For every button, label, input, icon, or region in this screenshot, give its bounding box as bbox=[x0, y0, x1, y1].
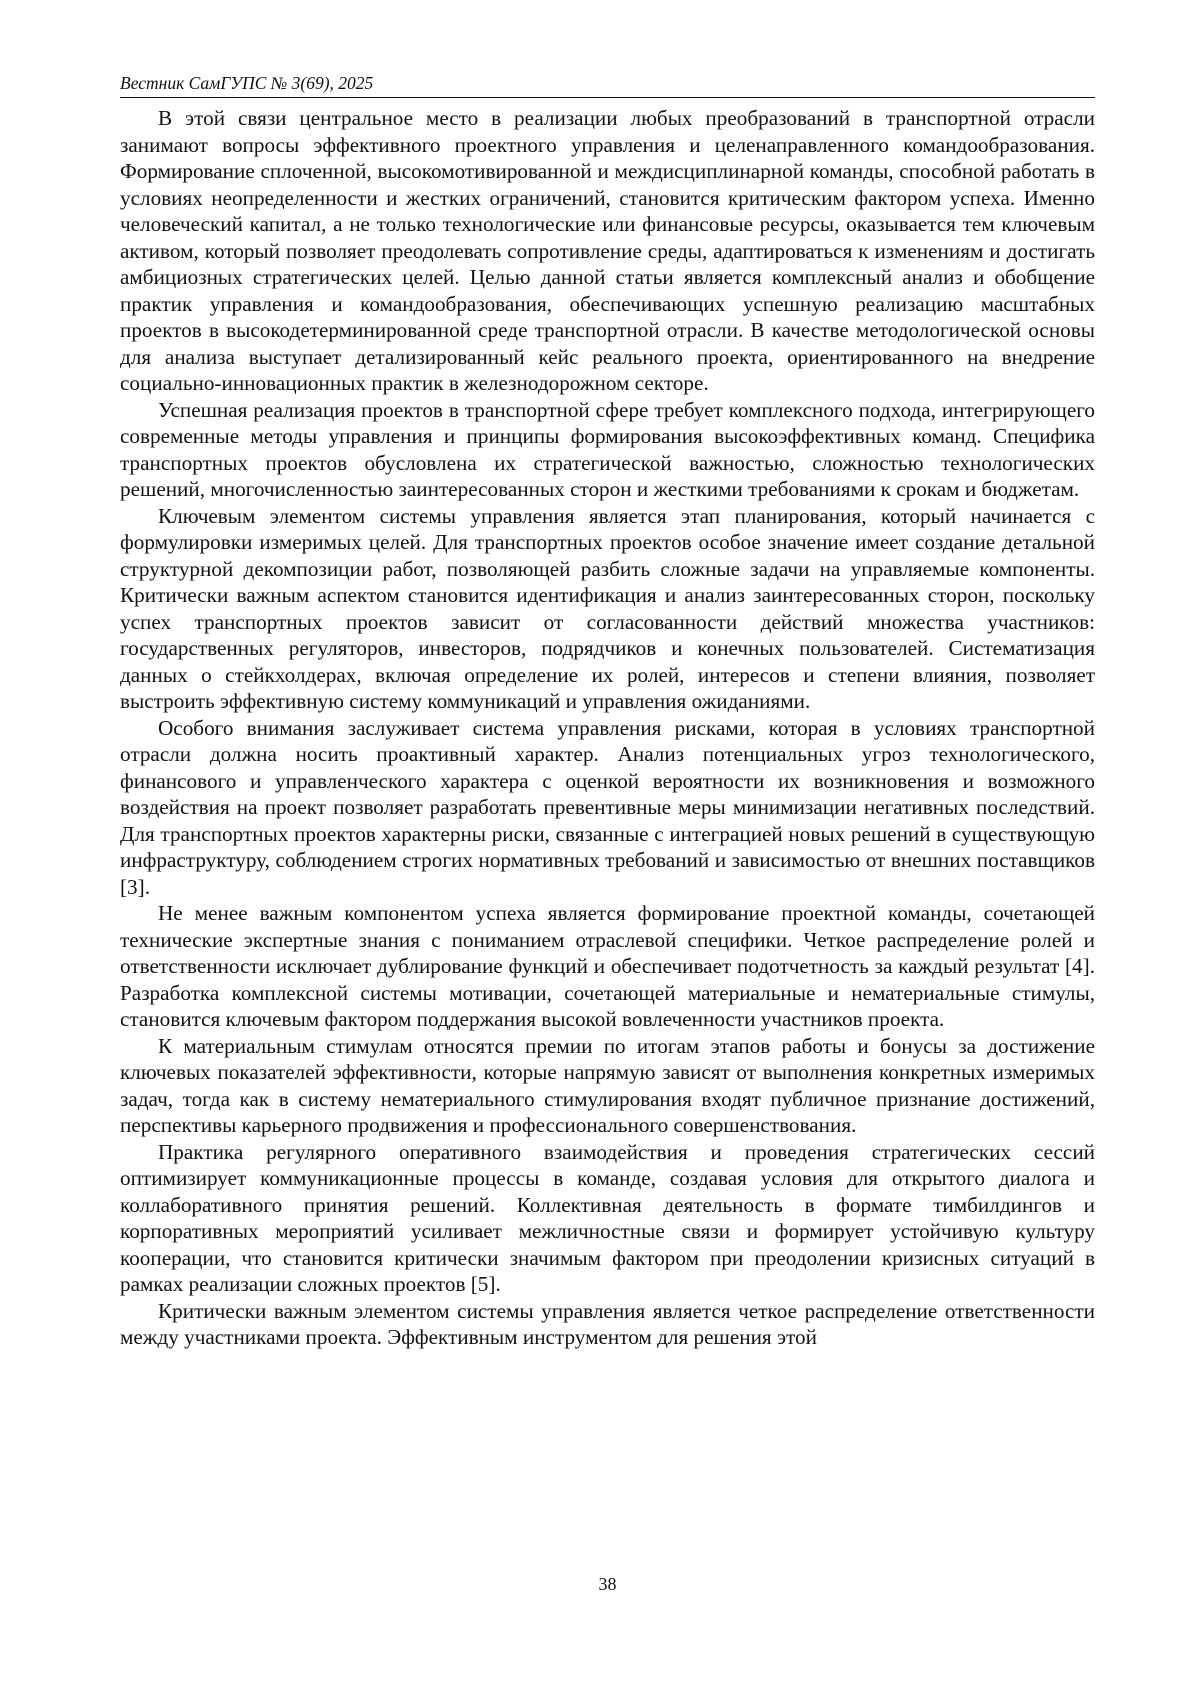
journal-title: Вестник СамГУПС № 3(69), 2025 bbox=[120, 73, 374, 93]
running-head bbox=[120, 72, 1095, 98]
paragraph-4: Особого внимания заслуживает система управления рисками, которая в условиях транспортной отрасли должна носить проактивный характер. Анализ потенциальных угроз технологического, финансового и управленческого характера с оценкой вероятности их возникновения и возможного воздействия на проект позволяет разработать превентивные меры минимизации негативных последствий. Для транспортных проектов характерны риски, связанные с интеграцией новых решений в существующую инфраструктуру, соблюдением строгих нормативных требований и зависимостью от внешних поставщиков [3]. bbox=[120, 715, 1095, 899]
paragraph-8: Критически важным элементом системы управления является четкое распределение ответственности между участниками проекта. Эффективным инструментом для решения этой bbox=[120, 1298, 1095, 1349]
paragraph-5: Не менее важным компонентом успеха является формирование проектной команды, сочетающей технические экспертные знания с пониманием отраслевой специфики. Четкое распределение ролей и ответственности исключает дублирование функций и обеспечивает подотчетность за каждый результат [4]. Разработка комплексной системы мотивации, сочетающей материальные и нематериальные стимулы, становится ключевым фактором поддержания высокой вовлеченности участников проекта. bbox=[120, 901, 1095, 1031]
paragraph-6: К материальным стимулам относятся премии по итогам этапов работы и бонусы за достижение ключевых показателей эффективности, которые напрямую зависят от выполнения конкретных измеримых задач, тогда как в систему нематериального стимулирования входят публичное признание достижений, перспективы карьерного продвижения и профессионального совершенствования. bbox=[120, 1033, 1095, 1137]
page-number: 38 bbox=[598, 1574, 617, 1594]
paragraph-7: Практика регулярного оперативного взаимодействия и проведения стратегических сессий оптимизирует коммуникационные процессы в команде, создавая условия для открытого диалога и коллаборативного принятия решений. Коллективная деятельность в формате тимбилдингов и корпоративных мероприятий усиливает межличностные связи и формирует устойчивую культуру кооперации, что становится критически значимым фактором при преодолении кризисных ситуаций в рамках реализации сложных проектов [5]. bbox=[120, 1139, 1095, 1296]
paragraph-1: В этой связи центральное место в реализации любых преобразований в транспортной отрасли занимают вопросы эффективного проектного управления и целенаправленного командообразования. Формирование сплоченной, высокомотивированной и междисциплинарной команды, способной работать в условиях неопределенности и жестких ограничений, становится критическим фактором успеха. Именно человеческий капитал, а не только технологические или финансовые ресурсы, оказывается тем ключевым активом, который позволяет преодолевать сопротивление среды, адаптироваться к изменениям и достигать амбициозных стратегических целей. Целью данной статьи является комплексный анализ и обобщение практик управления и командообразования, обеспечивающих успешную реализацию масштабных проектов в высокодетерминированной среде транспортной отрасли. В качестве методологической основы для анализа выступает детализированный кейс реального проекта, ориентированного на внедрение социально-инновационных практик в железнодорожном секторе. bbox=[120, 106, 1095, 395]
article-body bbox=[120, 105, 1095, 1555]
paragraph-2: Успешная реализация проектов в транспортной сфере требует комплексного подхода, интегрирующего современные методы управления и принципы формирования высокоэффективных команд. Специфика транспортных проектов обусловлена их стратегической важностью, сложностью технологических решений, многочисленностью заинтересованных сторон и жесткими требованиями к срокам и бюджетам. bbox=[120, 397, 1095, 501]
paragraph-3: Ключевым элементом системы управления является этап планирования, который начинается с формулировки измеримых целей. Для транспортных проектов особое значение имеет создание детальной структурной декомпозиции работ, позволяющей разбить сложные задачи на управляемые компоненты. Критически важным аспектом становится идентификация и анализ заинтересованных сторон, поскольку успех транспортных проектов зависит от согласованности действий множества участников: государственных регуляторов, инвесторов, подрядчиков и конечных пользователей. Систематизация данных о стейкхолдерах, включая определение их ролей, интересов и степени влияния, позволяет выстроить эффективную систему коммуникаций и управления ожиданиями. bbox=[120, 503, 1095, 713]
